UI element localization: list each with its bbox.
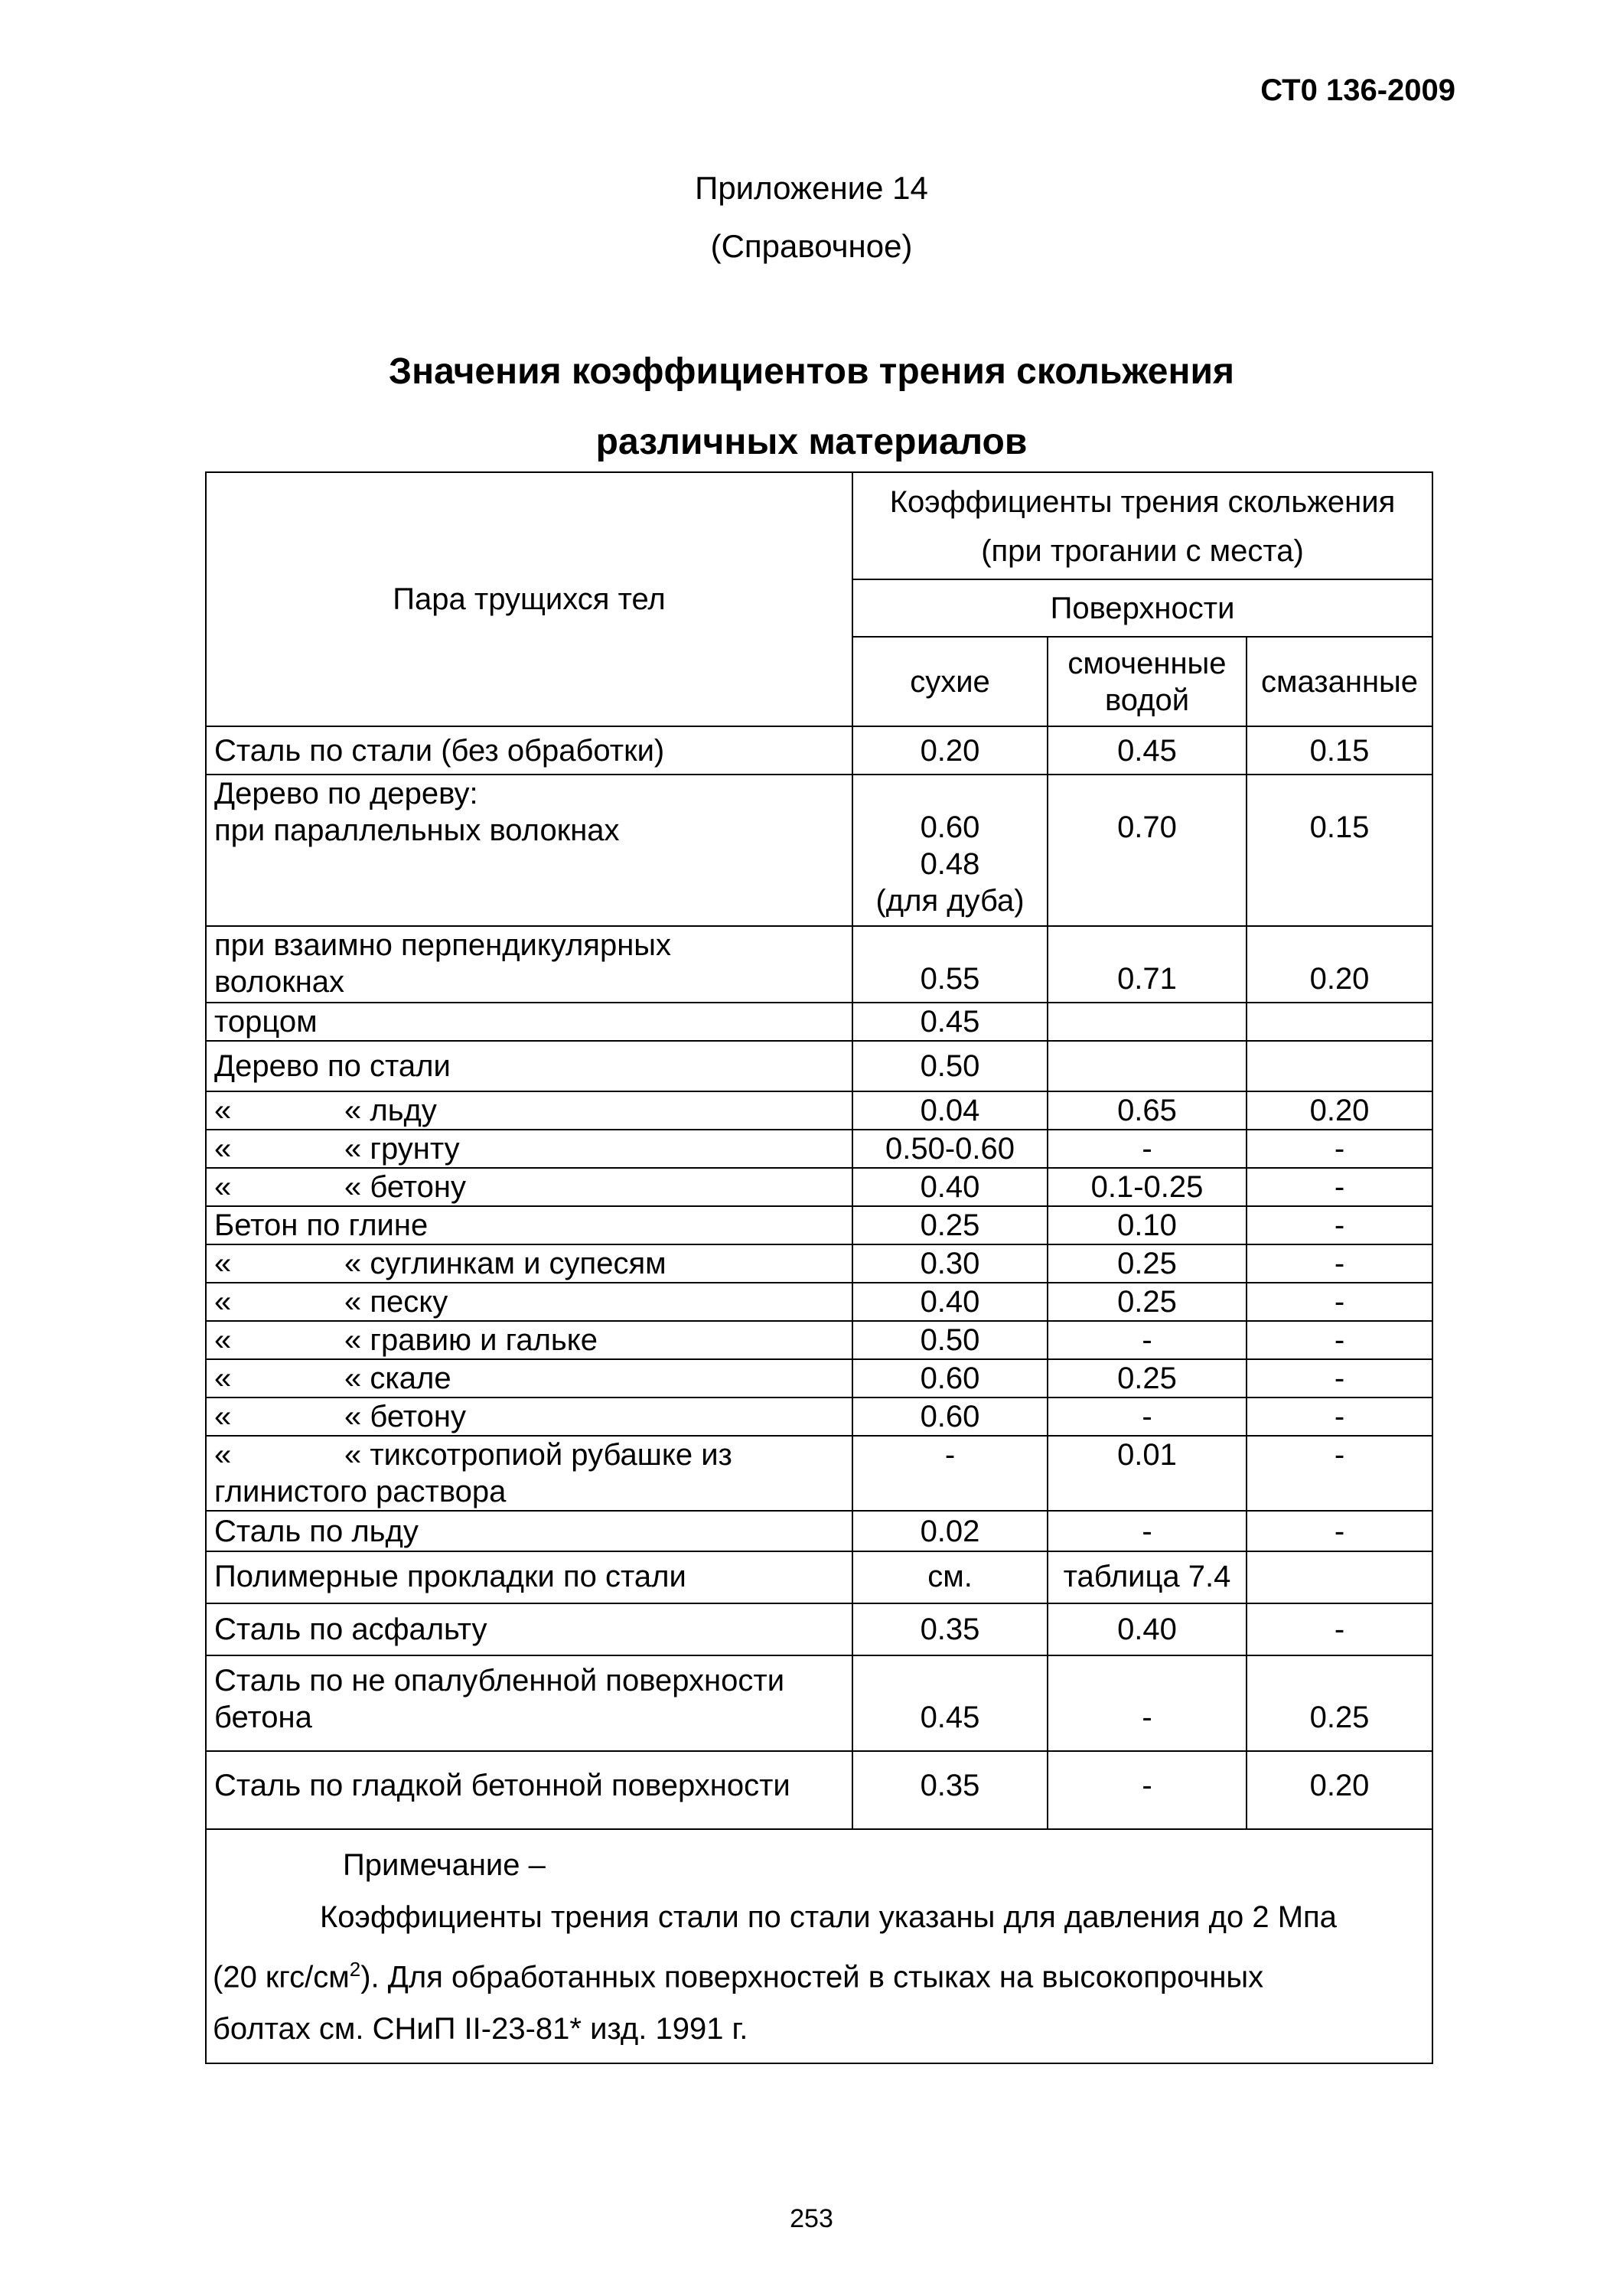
- table-row: [206, 1436, 1432, 1511]
- document-code: СТ0 136-2009: [1260, 73, 1455, 107]
- table-row: [206, 775, 1432, 926]
- row-dry: см.: [852, 1551, 1048, 1603]
- row-name-line1: Сталь по не опалубленной поверхности: [214, 1664, 785, 1698]
- row-wet: [1048, 1041, 1247, 1091]
- table-row: [206, 1751, 1432, 1829]
- table-row: [206, 1359, 1432, 1397]
- row-name-line2: волокнах: [214, 965, 345, 999]
- col-oiled: смазанные: [1247, 637, 1432, 726]
- note-heading: Примечание –: [343, 1848, 546, 1882]
- note-line2-superscript: 2: [349, 1958, 361, 1981]
- row-name: [206, 1321, 852, 1359]
- row-name-text: « скале: [344, 1362, 451, 1395]
- row-oiled: 0.15: [1247, 775, 1432, 926]
- row-name-line1: [214, 1437, 844, 1473]
- row-name: [206, 1130, 852, 1168]
- table-row: [206, 1041, 1432, 1091]
- row-name: Сталь по стали (без обработки): [206, 726, 852, 775]
- row-oiled: -: [1247, 1603, 1432, 1655]
- row-oiled: [1247, 1003, 1432, 1041]
- row-dry: 0.40: [852, 1168, 1048, 1206]
- row-name: [206, 1359, 852, 1397]
- row-oiled: -: [1247, 1359, 1432, 1397]
- ditto-mark: «: [214, 1438, 232, 1472]
- row-name-text: « суглинкам и супесям: [344, 1247, 666, 1280]
- main-title-line1: Значения коэффициентов трения скольжения: [389, 351, 1234, 392]
- row-wet: 0.71: [1048, 926, 1247, 1003]
- friction-coefficients-table: [205, 471, 1433, 2064]
- ditto-mark: «: [214, 1285, 232, 1319]
- note-line2-a: (20 кгс/см: [213, 1960, 350, 1994]
- row-name: [206, 1655, 852, 1751]
- table-row: [206, 1003, 1432, 1041]
- row-dry: 0.50: [852, 1321, 1048, 1359]
- row-oiled: 0.20: [1247, 1751, 1432, 1829]
- row-dry: 0.45: [852, 1655, 1048, 1751]
- row-name: [206, 1168, 852, 1206]
- row-wet: 0.01: [1048, 1436, 1247, 1511]
- table-header-row: [206, 472, 1432, 579]
- ditto-mark: «: [214, 1132, 232, 1166]
- row-dry: 0.02: [852, 1511, 1048, 1551]
- row-name-line2: бетона: [214, 1701, 312, 1734]
- ditto-mark: «: [214, 1400, 232, 1433]
- row-name-text: « грунту: [344, 1132, 460, 1166]
- row-oiled: 0.20: [1247, 926, 1432, 1003]
- row-wet: 0.10: [1048, 1206, 1247, 1244]
- pair-header: Пара трущихся тел: [206, 472, 852, 726]
- row-wet: 0.65: [1048, 1091, 1247, 1130]
- row-dry: 0.04: [852, 1091, 1048, 1130]
- ditto-mark: «: [214, 1362, 232, 1395]
- ditto-mark: «: [214, 1094, 232, 1127]
- row-name: [206, 1283, 852, 1321]
- main-title: [0, 337, 1623, 478]
- table-row: [206, 1551, 1432, 1603]
- row-name-line2: глинистого раствора: [214, 1475, 507, 1508]
- table-row: [206, 726, 1432, 775]
- row-dry: 0.45: [852, 1003, 1048, 1041]
- row-name: [206, 1091, 852, 1130]
- row-wet: 0.70: [1048, 775, 1247, 926]
- appendix-title: Приложение 14: [695, 170, 928, 206]
- row-dry-line2: 0.48: [920, 847, 980, 881]
- row-wet: таблица 7.4: [1048, 1551, 1247, 1603]
- row-dry: 0.35: [852, 1751, 1048, 1829]
- row-name: Бетон по глине: [206, 1206, 852, 1244]
- note-line3: болтах см. СНиП II-23-81* изд. 1991 г.: [213, 2012, 748, 2047]
- row-oiled: 0.25: [1247, 1655, 1432, 1751]
- coef-header: [852, 472, 1432, 579]
- row-wet: [1048, 1003, 1247, 1041]
- row-dry: 0.55: [852, 926, 1048, 1003]
- page-number: 253: [790, 2204, 833, 2233]
- note-line2-b: ). Для обработанных поверхностей в стыках на высокопрочных: [360, 1960, 1264, 1994]
- row-wet: 0.40: [1048, 1603, 1247, 1655]
- row-name-text: « льду: [344, 1094, 437, 1127]
- coef-header-line2: (при трогании с места): [981, 534, 1304, 568]
- row-oiled: -: [1247, 1206, 1432, 1244]
- table-row: [206, 1321, 1432, 1359]
- row-name: [206, 1397, 852, 1436]
- row-name-text: « песку: [344, 1285, 448, 1319]
- row-name-text: « гравию и гальке: [344, 1323, 598, 1357]
- row-name: [206, 775, 852, 926]
- row-oiled: -: [1247, 1511, 1432, 1551]
- row-oiled: -: [1247, 1283, 1432, 1321]
- row-dry-line1: 0.60: [920, 810, 980, 844]
- row-wet: -: [1048, 1321, 1247, 1359]
- ditto-mark: «: [214, 1247, 232, 1280]
- row-wet: -: [1048, 1655, 1247, 1751]
- row-name-text: « тиксотропиой рубашке из: [344, 1438, 732, 1472]
- table-row: [206, 1206, 1432, 1244]
- row-wet: -: [1048, 1397, 1247, 1436]
- row-oiled: 0.15: [1247, 726, 1432, 775]
- row-dry: 0.20: [852, 726, 1048, 775]
- row-oiled: [1247, 1551, 1432, 1603]
- row-dry: 0.40: [852, 1283, 1048, 1321]
- row-oiled: [1247, 1041, 1432, 1091]
- main-title-line2: различных материалов: [595, 422, 1028, 462]
- row-dry: 0.60: [852, 1359, 1048, 1397]
- row-name: торцом: [206, 1003, 852, 1041]
- row-name: Дерево по стали: [206, 1041, 852, 1091]
- row-name: [206, 926, 852, 1003]
- row-name: Сталь по асфальту: [206, 1603, 852, 1655]
- row-name: [206, 1436, 852, 1511]
- row-oiled: -: [1247, 1244, 1432, 1283]
- row-dry: 0.30: [852, 1244, 1048, 1283]
- row-dry: 0.60: [852, 1397, 1048, 1436]
- ditto-mark: «: [214, 1170, 232, 1204]
- table-row: [206, 1511, 1432, 1551]
- row-wet: 0.45: [1048, 726, 1247, 775]
- col-wet: [1048, 637, 1247, 726]
- table-row: [206, 1168, 1432, 1206]
- appendix-type: (Справочное): [710, 228, 913, 264]
- table-row: [206, 1397, 1432, 1436]
- row-oiled: -: [1247, 1397, 1432, 1436]
- surfaces-header: Поверхности: [852, 579, 1432, 637]
- row-oiled: -: [1247, 1168, 1432, 1206]
- row-dry: 0.35: [852, 1603, 1048, 1655]
- row-wet: 0.25: [1048, 1283, 1247, 1321]
- row-oiled: -: [1247, 1436, 1432, 1511]
- note: [206, 1829, 1432, 2063]
- table-row: [206, 1244, 1432, 1283]
- row-name-text: « бетону: [344, 1400, 466, 1433]
- table-row: [206, 1655, 1432, 1751]
- row-name-line1: при взаимно перпендикулярных: [214, 928, 672, 962]
- row-wet: 0.1-0.25: [1048, 1168, 1247, 1206]
- coef-header-line1: Коэффициенты трения скольжения: [889, 485, 1396, 519]
- col-wet-line2: водой: [1104, 683, 1190, 717]
- row-dry: 0.25: [852, 1206, 1048, 1244]
- table-row: [206, 1091, 1432, 1130]
- row-name: Полимерные прокладки по стали: [206, 1551, 852, 1603]
- row-wet: 0.25: [1048, 1244, 1247, 1283]
- note-row: [206, 1829, 1432, 2063]
- row-oiled: 0.20: [1247, 1091, 1432, 1130]
- row-name-line1: Дерево по дереву:: [214, 777, 478, 810]
- row-wet: -: [1048, 1511, 1247, 1551]
- row-wet: 0.25: [1048, 1359, 1247, 1397]
- table-row: [206, 1603, 1432, 1655]
- table-row: [206, 1130, 1432, 1168]
- row-name: [206, 1244, 852, 1283]
- note-line2: [213, 1943, 1432, 2003]
- row-wet: -: [1048, 1130, 1247, 1168]
- note-line1: Коэффициенты трения стали по стали указаны для давления до 2 Мпа: [320, 1900, 1337, 1934]
- table-row: [206, 926, 1432, 1003]
- row-oiled: -: [1247, 1321, 1432, 1359]
- row-wet: -: [1048, 1751, 1247, 1829]
- row-dry: -: [852, 1436, 1048, 1511]
- row-name-text: « бетону: [344, 1170, 466, 1204]
- row-oiled: -: [1247, 1130, 1432, 1168]
- row-name-line2: при параллельных волокнах: [214, 814, 620, 847]
- row-dry-line3: (для дуба): [875, 884, 1025, 918]
- table-row: [206, 1283, 1432, 1321]
- col-wet-line1: смоченные: [1067, 646, 1227, 680]
- row-dry: 0.50: [852, 1041, 1048, 1091]
- row-dry: [852, 775, 1048, 926]
- ditto-mark: «: [214, 1323, 232, 1357]
- row-dry: 0.50-0.60: [852, 1130, 1048, 1168]
- col-dry: сухие: [852, 637, 1048, 726]
- row-name: Сталь по гладкой бетонной поверхности: [206, 1751, 852, 1829]
- row-name: Сталь по льду: [206, 1511, 852, 1551]
